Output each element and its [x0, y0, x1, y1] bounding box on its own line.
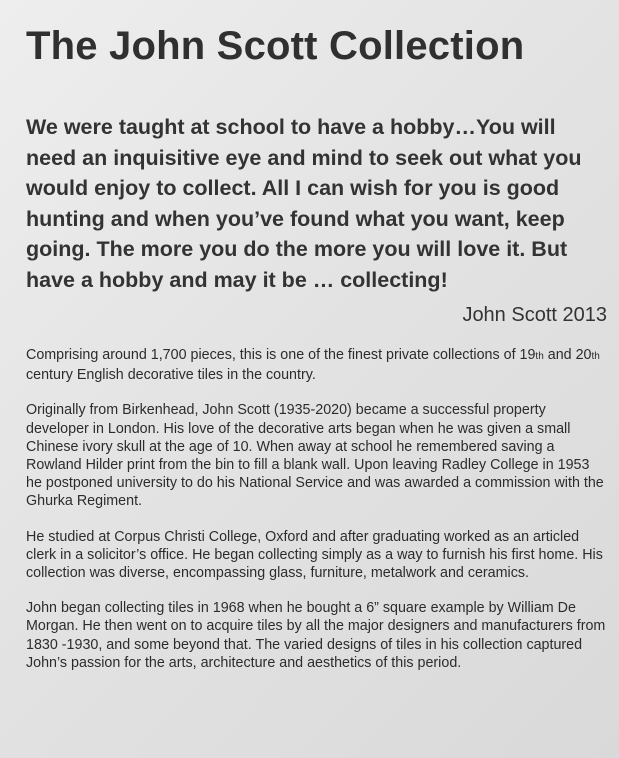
paragraph-collection-summary [26, 346, 606, 384]
paragraph-tile-collecting: John began collecting tiles in 1968 when he bought a 6” square example by William De Morgan. He then went on to acquire tiles by all the major designers and manufacturers from 1830 -1930, and some beyond that. The varied designs of tiles in his collection captured John’s passion for the arts, architecture and aesthetics of this period. [26, 600, 606, 671]
paragraph-text: Comprising around 1,700 pieces, this is one of the finest private collections of 19 [26, 347, 536, 363]
page-title: The John Scott Collection [26, 24, 525, 68]
ordinal-suffix: th [535, 351, 544, 362]
paragraph-text: century English decorative tiles in the country. [26, 367, 316, 384]
paragraph-biography: Originally from Birkenhead, John Scott (1935-2020) became a successful property developer in London. His love of the decorative arts began when he was given a small Chinese ivory skull at the age of 10. When away at school he remembered saving a Rowland Hilder print from the bin to fill a blank wall. Upon leaving Radley College in 1953 he postponed university to do his National Service and was awarded a commission with the Ghurka Regiment. [26, 402, 604, 510]
paragraph-text: and 20 [543, 347, 592, 363]
body-text [26, 346, 606, 689]
ordinal-suffix: th [591, 351, 600, 362]
quote-signature: John Scott 2013 [462, 304, 607, 326]
quote-text: We were taught at school to have a hobby…You will need an inquisitive eye and mind to seek out what you would enjoy to collect. All I can wish for you is good hunting and when you’ve found what you want, keep going. The more you do the more you will love it. But have a hobby and may it be … collecting! [26, 115, 582, 292]
paragraph-education: He studied at Corpus Christi College, Oxford and after graduating worked as an articled clerk in a solicitor’s office. He began collecting simply as a way to furnish his first home. His collection was diverse, encompassing glass, furniture, metalwork and ceramics. [26, 528, 603, 582]
